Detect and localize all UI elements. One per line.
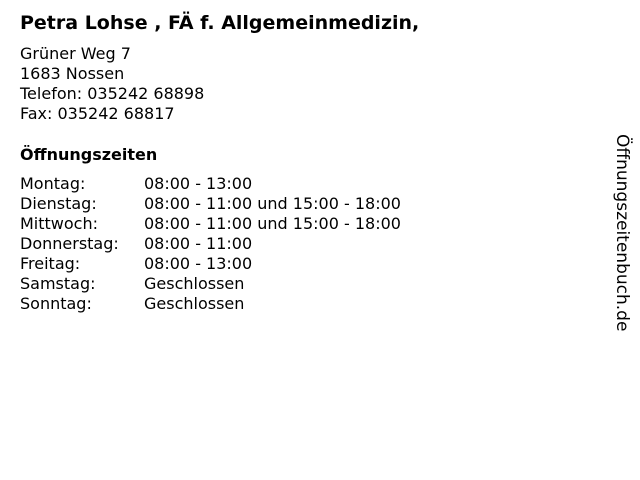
hours-row [20,274,401,294]
hours-row [20,294,401,314]
hours-row [20,214,401,234]
hours-day: Sonntag: [20,294,92,313]
hours-time: Geschlossen [144,274,245,293]
hours-time: 08:00 - 11:00 [144,234,253,253]
hours-time: 08:00 - 11:00 und 15:00 - 18:00 [144,214,401,233]
hours-row [20,194,401,214]
hours-time: 08:00 - 11:00 und 15:00 - 18:00 [144,194,401,213]
address-street: Grüner Weg 7 [20,44,131,63]
site-watermark-label: Öffnungszeitenbuch.de [612,134,632,332]
hours-row [20,174,401,194]
page-title: Petra Lohse , FÄ f. Allgemeinmedizin, [20,12,420,34]
opening-hours-heading: Öffnungszeiten [20,145,158,164]
address-city: 1683 Nossen [20,64,125,83]
opening-hours-table [20,174,401,314]
hours-row [20,254,401,274]
hours-day: Dienstag: [20,194,97,213]
address-block [20,44,204,124]
hours-time: Geschlossen [144,294,245,313]
hours-day: Donnerstag: [20,234,119,253]
hours-time: 08:00 - 13:00 [144,174,253,193]
hours-day: Freitag: [20,254,81,273]
fax-number: Fax: 035242 68817 [20,104,175,123]
hours-row [20,234,401,254]
phone-number: Telefon: 035242 68898 [20,84,205,103]
hours-day: Montag: [20,174,86,193]
hours-day: Mittwoch: [20,214,98,233]
hours-time: 08:00 - 13:00 [144,254,253,273]
hours-day: Samstag: [20,274,96,293]
